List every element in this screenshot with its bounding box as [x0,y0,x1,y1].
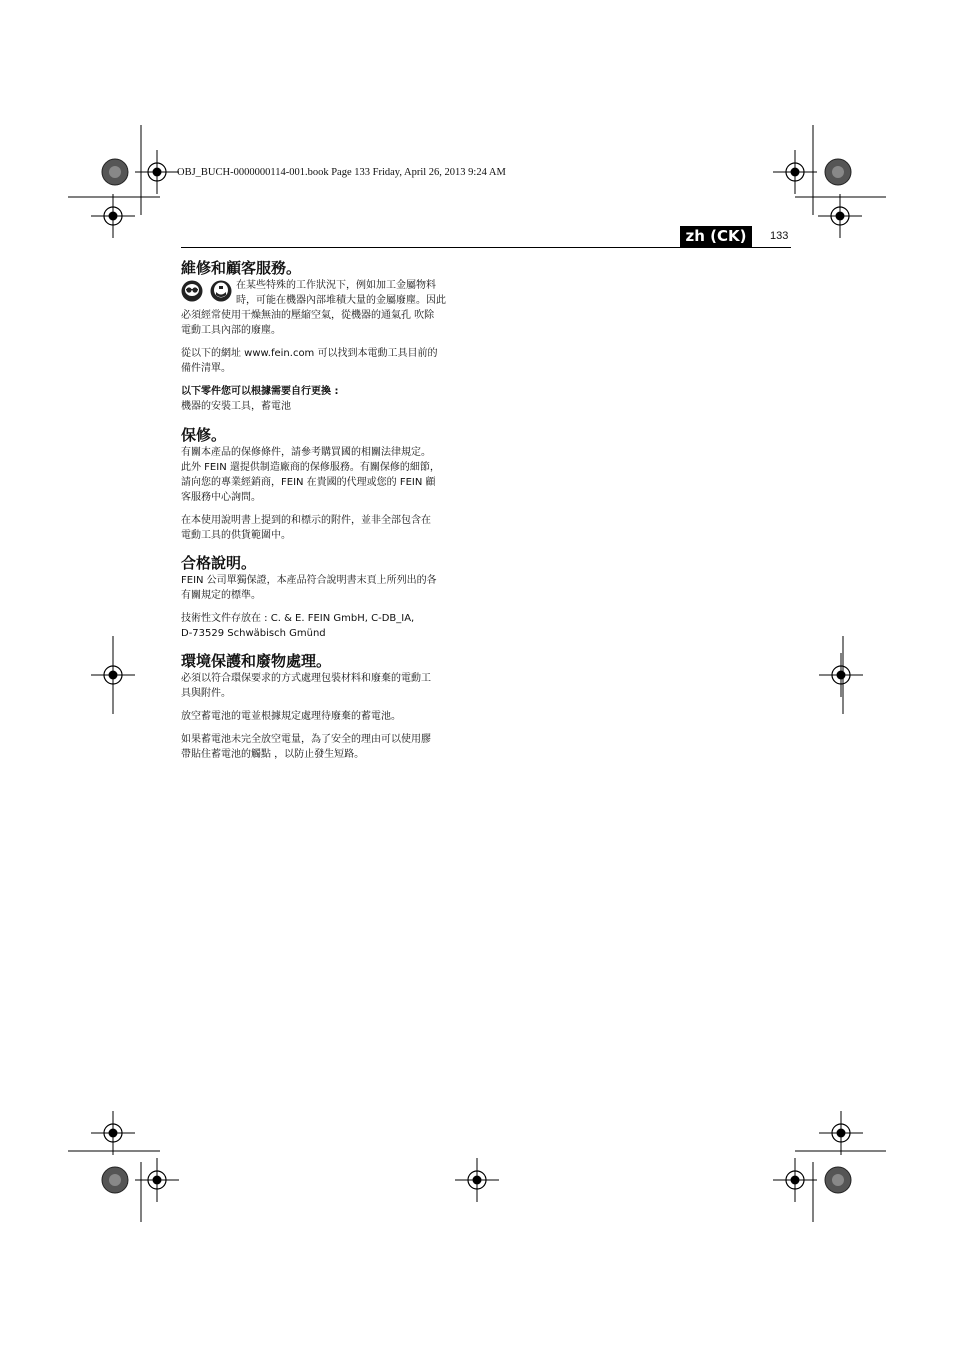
page-number: 133 [770,230,789,242]
print-info: OBJ_BUCH-0000000114-001.book Page 133 Friday, April 26, 2013 9:24 AM [177,167,506,178]
service-p3-label: 以下零件您可以根據需要自行更換 : [181,386,339,397]
dust-mask-icon [211,281,232,302]
section-environment [181,651,481,762]
conformity-p1: FEIN 公司單獨保證，本產品符合說明書末頁上所列出的各 有關規定的標準。 [181,575,437,601]
warranty-p2: 在本使用說明書上提到的和標示的附件，並非全部包含在 電動工具的供貨範圍中。 [181,515,431,541]
conformity-p2: 技術性文件存放在 : C. & E. FEIN GmbH, C-DB_IA, D-73529 Schwäbisch Gmünd [181,613,415,639]
environment-p3: 如果蓄電池未完全放空電量，為了安全的理由可以使用膠 帶貼住蓄電池的觸點 ，以防止發生短路。 [181,734,431,760]
service-p3-items: 機器的安裝工具，蓄電池 [181,401,291,412]
main-content [181,258,481,762]
service-p2: 從以下的網址 www.fein.com 可以找到本電動工具目前的 備件清單。 [181,348,438,374]
section-conformity [181,553,481,641]
heading-warranty: 保修。 [181,426,227,444]
heading-conformity: 合格說明。 [181,554,257,572]
heading-service: 維修和顧客服務。 [181,259,302,277]
header-rule [181,247,791,248]
language-badge: zh (CK) [680,226,752,247]
environment-p2: 放空蓄電池的電並根據規定處理待廢棄的蓄電池。 [181,711,401,722]
environment-p1: 必須以符合環保要求的方式處理包裝材料和廢棄的電動工 具與附件。 [181,673,431,699]
heading-environment: 環境保護和廢物處理。 [181,652,332,670]
warranty-p1: 有關本產品的保修條件，請參考購買國的相關法律規定。 此外 FEIN 還提供制造廠商的保修服務。有關保修的細節， 請向您的專業經銷商，FEIN 在貴國的代理或您的 FEIN 顧 客服務中心詢問。 [181,447,440,503]
section-service [181,258,481,414]
section-warranty [181,425,481,543]
safety-icons [181,280,236,302]
icons-paragraph [181,278,481,323]
service-p1-beside-icons: 在某些特殊的工作狀況下，例如加工金屬物料 時，可能在機器內部堆積大量的金屬廢塵。因此 [236,280,446,306]
eye-protection-icon [182,281,203,302]
service-p1-rest: 必須經常使用干燥無油的壓縮空氣，從機器的通氣孔 吹除 電動工具內部的廢塵。 [181,310,435,336]
